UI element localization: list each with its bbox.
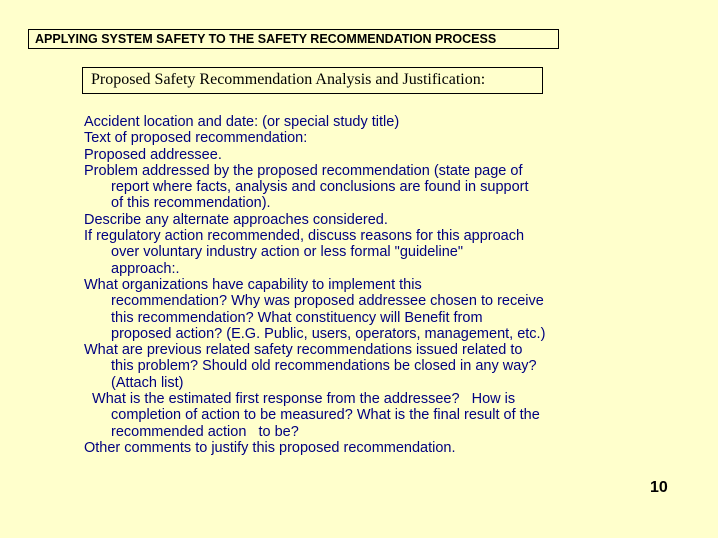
list-item-line: What are previous related safety recommendations issued related to (84, 342, 523, 359)
list-item-line: this problem? Should old recommendations be closed in any way? (111, 358, 537, 375)
list-item (84, 114, 644, 130)
list-item-line: report where facts, analysis and conclusions are found in support (111, 179, 529, 196)
list-item (84, 147, 644, 163)
requirements-list (84, 114, 644, 456)
list-item (84, 163, 644, 212)
slide-subtitle: Proposed Safety Recommendation Analysis and Justification: (82, 67, 543, 94)
list-item-line: What is the estimated first response from the addressee? How is (84, 391, 516, 408)
list-item-line: Problem addressed by the proposed recommendation (state page of (84, 162, 523, 179)
list-item-line: Proposed addressee. (84, 146, 222, 163)
list-item (84, 391, 644, 440)
list-item-line: over voluntary industry action or less formal "guideline" (111, 244, 464, 261)
list-item (84, 277, 644, 342)
list-item (84, 228, 644, 277)
slide-header: APPLYING SYSTEM SAFETY TO THE SAFETY RECOMMENDATION PROCESS (28, 29, 559, 49)
list-item-line: of this recommendation). (111, 195, 271, 212)
list-item (84, 130, 644, 146)
list-item-line: Text of proposed recommendation: (84, 130, 308, 147)
list-item-line: What organizations have capability to implement this (84, 276, 422, 293)
page-number: 10 (650, 479, 668, 496)
list-item-line: Describe any alternate approaches considered. (84, 211, 388, 228)
list-item (84, 342, 644, 391)
list-item (84, 440, 644, 456)
list-item-line: Other comments to justify this proposed recommendation. (84, 439, 456, 456)
list-item-line: (Attach list) (111, 374, 184, 391)
list-item-line: recommendation? Why was proposed addressee chosen to receive (111, 293, 544, 310)
list-item (84, 212, 644, 228)
list-item-line: Accident location and date: (or special study title) (84, 114, 400, 130)
list-item-line: completion of action to be measured? What is the final result of the (111, 407, 540, 424)
list-item-line: recommended action to be? (111, 423, 299, 440)
list-item-line: If regulatory action recommended, discuss reasons for this approach (84, 228, 525, 245)
list-item-line: approach:. (111, 260, 180, 277)
list-item-line: proposed action? (E.G. Public, users, operators, management, etc.) (111, 325, 546, 342)
list-item-line: this recommendation? What constituency will Benefit from (111, 309, 483, 326)
